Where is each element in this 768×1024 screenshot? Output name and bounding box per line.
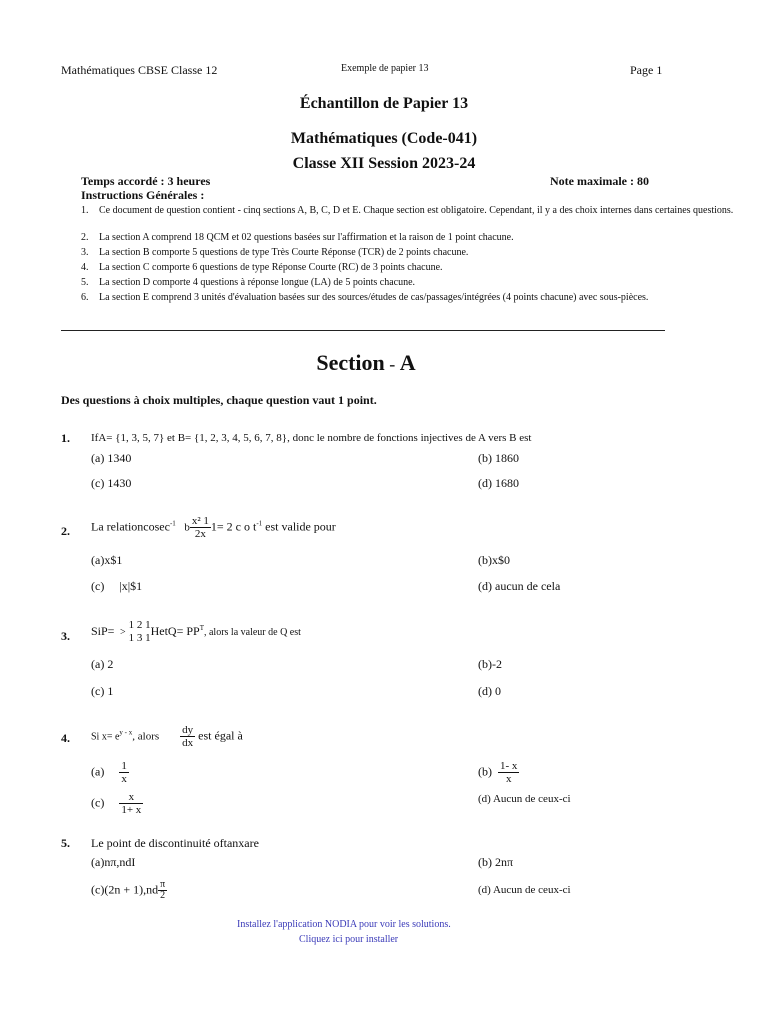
fraction-denominator: 2	[160, 890, 166, 901]
option-b	[478, 760, 519, 785]
instruction-item	[81, 276, 761, 289]
option-label: (b)	[478, 764, 492, 779]
time-allowed: Temps accordé : 3 heures	[81, 174, 211, 188]
header-left: Mathématiques CBSE Classe 12	[61, 63, 218, 77]
instruction-text: La section B comporte 5 questions de type Très Courte Réponse (TCR) de 2 points chacune.	[99, 247, 469, 258]
question-number: 2.	[61, 524, 70, 538]
instruction-text: La section C comporte 6 questions de type Réponse Courte (RC) de 3 points chacune.	[99, 262, 443, 273]
option-label: (a)	[91, 764, 105, 779]
header-page-number: Page 1	[630, 63, 663, 77]
matrix-row: 1 3 1	[128, 632, 151, 644]
option-d: (d) 1680	[478, 476, 519, 490]
install-app-link[interactable]: Installez l'application NODIA pour voir les solutions.	[237, 919, 451, 930]
option-value: |x|$1	[119, 579, 143, 593]
option-a: (a) 1340	[91, 451, 132, 465]
fraction-numerator: dy	[182, 724, 194, 736]
instruction-number: 6.	[81, 292, 89, 303]
fraction	[158, 880, 167, 901]
instructions-heading: Instructions Générales :	[81, 188, 205, 202]
option-d: (d) Aucun de ceux-ci	[478, 793, 571, 805]
class-title: Classe XII Session 2023-24	[292, 155, 476, 172]
instruction-number: 3.	[81, 247, 89, 258]
option-c	[91, 579, 142, 594]
option-b: (b) 1860	[478, 451, 519, 465]
question-number: 4.	[61, 731, 70, 745]
question-number: 5.	[61, 836, 70, 850]
divider	[61, 330, 665, 331]
superscript: y - x	[119, 728, 133, 737]
question-text-part: , alors	[132, 730, 160, 743]
question-text-part: 1= 2 c o t	[210, 519, 257, 534]
question-text-part: , alors la valeur de Q est	[203, 626, 301, 638]
option-b: (b) 2nπ	[478, 855, 514, 869]
header-center: Exemple de papier 13	[341, 63, 429, 74]
instruction-text: Ce document de question contient - cinq sections A, B, C, D et E. Chaque section est obligatoire. Cependant, il y a des choix internes dans certaines questions.	[99, 205, 734, 216]
option-a: (a)x$1	[91, 553, 123, 567]
fraction-denominator: 1+ x	[121, 804, 142, 816]
fraction-numerator: 1	[121, 760, 127, 772]
fraction-numerator: x	[119, 791, 143, 804]
section-word: Section	[316, 350, 385, 375]
question-text	[91, 724, 243, 749]
question-text: La relationcosec$^{-1}$ b $\frac{\text{x² 1}}{2x}$ 1= 2 c o $t^{-1}$ est valide pour	[91, 515, 336, 540]
option-d: (d) Aucun de ceux-ci	[478, 884, 571, 896]
matrix-row: 1 2 1	[128, 619, 151, 631]
question-text: IfA= {1, 3, 5, 7} et B= {1, 2, 3, 4, 5, 6, 7, 8}, donc le nombre de fonctions injectives de A vers B est	[91, 432, 532, 444]
fraction	[119, 760, 129, 785]
superscript: -1	[256, 519, 263, 528]
question-number: 1.	[61, 431, 70, 445]
fraction-numerator: 1- x	[500, 760, 518, 772]
option-a: (a)nπ,ndI	[91, 855, 136, 869]
question-text-part: SiP=	[91, 623, 115, 638]
fraction	[119, 791, 143, 816]
instruction-item	[81, 231, 761, 244]
superscript: T	[199, 623, 204, 632]
max-marks: Note maximale : 80	[550, 174, 649, 188]
instruction-number: 4.	[81, 262, 89, 273]
instruction-text: La section E comprend 3 unités d'évaluation basées sur des sources/études de cas/passages/intégrées (4 points chacune) avec sous-pièces.	[99, 292, 649, 303]
option-c: (c) 1	[91, 684, 114, 698]
fraction-denominator: x	[505, 773, 512, 785]
subject-title: Mathématiques (Code-041)	[290, 130, 478, 147]
option-c	[91, 880, 167, 901]
instruction-item	[81, 261, 761, 274]
section-letter: A	[399, 350, 416, 375]
instruction-item	[81, 204, 761, 217]
option-c	[91, 791, 143, 816]
matrix	[129, 619, 151, 645]
section-dash: -	[384, 354, 400, 374]
option-label: (c)	[91, 795, 105, 810]
instruction-number: 1.	[81, 205, 89, 216]
superscript: -1	[169, 519, 176, 528]
fraction	[498, 760, 519, 785]
fraction-denominator: x	[121, 773, 127, 785]
question-text-part: La relationcosec	[91, 519, 170, 534]
instruction-number: 5.	[81, 277, 89, 288]
option-b: (b)x$0	[478, 553, 510, 567]
section-heading	[0, 350, 732, 376]
option-label: (c)	[91, 579, 105, 593]
question-text: SiP= > 1 2 1 1 3 1 HetQ= $PP^T$, alors la valeur de Q est	[91, 619, 301, 644]
option-b: (b)-2	[478, 657, 502, 671]
fraction-denominator: 2x	[194, 528, 206, 540]
install-click-link[interactable]: Cliquez ici pour installer	[299, 934, 399, 945]
fraction-numerator: π	[160, 879, 166, 890]
question-text-part: est égal à	[198, 728, 243, 743]
option-d: (d) aucun de cela	[478, 579, 561, 593]
section-intro: Des questions à choix multiples, chaque question vaut 1 point.	[61, 393, 377, 407]
instruction-item	[81, 291, 741, 304]
question-text-part: est valide pour	[265, 519, 336, 534]
instruction-text: La section A comprend 18 QCM et 02 questions basées sur l'affirmation et la raison de 1 point chacune.	[99, 232, 514, 243]
question-number: 3.	[61, 629, 70, 643]
fraction-numerator: x² 1	[191, 515, 209, 527]
fraction	[180, 724, 195, 749]
option-a	[91, 760, 129, 785]
instruction-number: 2.	[81, 232, 89, 243]
instruction-item	[81, 246, 761, 259]
option-a: (a) 2	[91, 657, 114, 671]
fraction-denominator: dx	[182, 737, 194, 749]
question-text-part: HetQ= PP	[150, 623, 200, 638]
question-text: Le point de discontinuité oftanxare	[91, 836, 259, 850]
instruction-text: La section D comporte 4 questions à réponse longue (LA) de 5 points chacune.	[99, 277, 416, 288]
option-c: (c) 1430	[91, 476, 132, 490]
option-text: (c)(2n + 1),nd	[91, 882, 159, 897]
paper-title: Échantillon de Papier 13	[299, 95, 469, 112]
option-d: (d) 0	[478, 684, 501, 698]
question-text-part: Si x= e	[91, 731, 120, 743]
fraction	[190, 515, 211, 540]
